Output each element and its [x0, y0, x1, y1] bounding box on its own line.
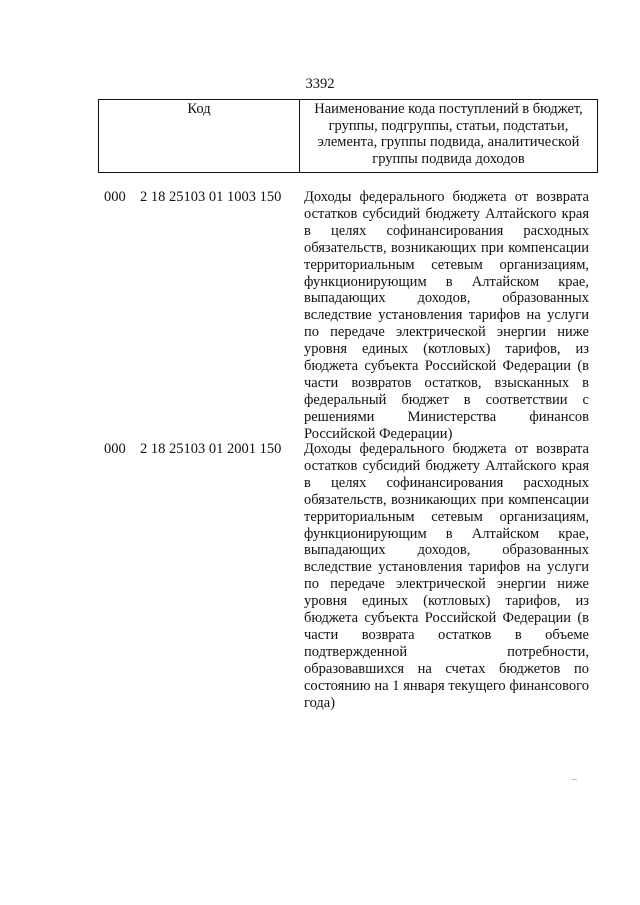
row-description: Доходы федерального бюджета от возврата остатков субсидий бюджету Алтайского края в целях софинансирования расходных обязательств, возникающих при компенсации территориальным сетевым организациям, функционирующим в Алтайском крае, выпадающих доходов, образованных вследствие установления тарифов на услуги по передаче электрической энергии ниже уровня единых (котловых) тарифов, из бюджета субъекта Российской Федерации (в части возвратов остатков, взысканных в федеральный бюджет в соответствии с решениями Министерства финансов Российской Федерации) [304, 189, 589, 442]
header-code-label: Код [99, 100, 300, 172]
row-code: 2 18 25103 01 1003 150 [140, 189, 282, 205]
row-prefix: 000 [104, 189, 126, 205]
row-prefix: 000 [104, 441, 126, 457]
row-description: Доходы федерального бюджета от возврата остатков субсидий бюджету Алтайского края в целях софинансирования расходных обязательств, возникающих при компенсации территориальным сетевым организациям, функционирующим в Алтайском крае, выпадающих доходов, образованных вследствие установления тарифов на услуги по передаче электрической энергии ниже уровня единых (котловых) тарифов, из бюджета субъекта Российской Федерации (в части возврата остатков в объеме подтвержденной потребности, образовавшихся на счетах бюджетов по состоянию на 1 января текущего финансового года) [304, 441, 589, 711]
row-code: 2 18 25103 01 2001 150 [140, 441, 282, 457]
header-name-label: Наименование кода поступлений в бюджет, группы, подгруппы, статьи, подстатьи, элемента, группы подвида, аналитической группы подвида доходов [314, 101, 583, 167]
scan-mark [572, 779, 577, 780]
page-number: 3392 [305, 76, 335, 92]
table-header [98, 99, 598, 173]
